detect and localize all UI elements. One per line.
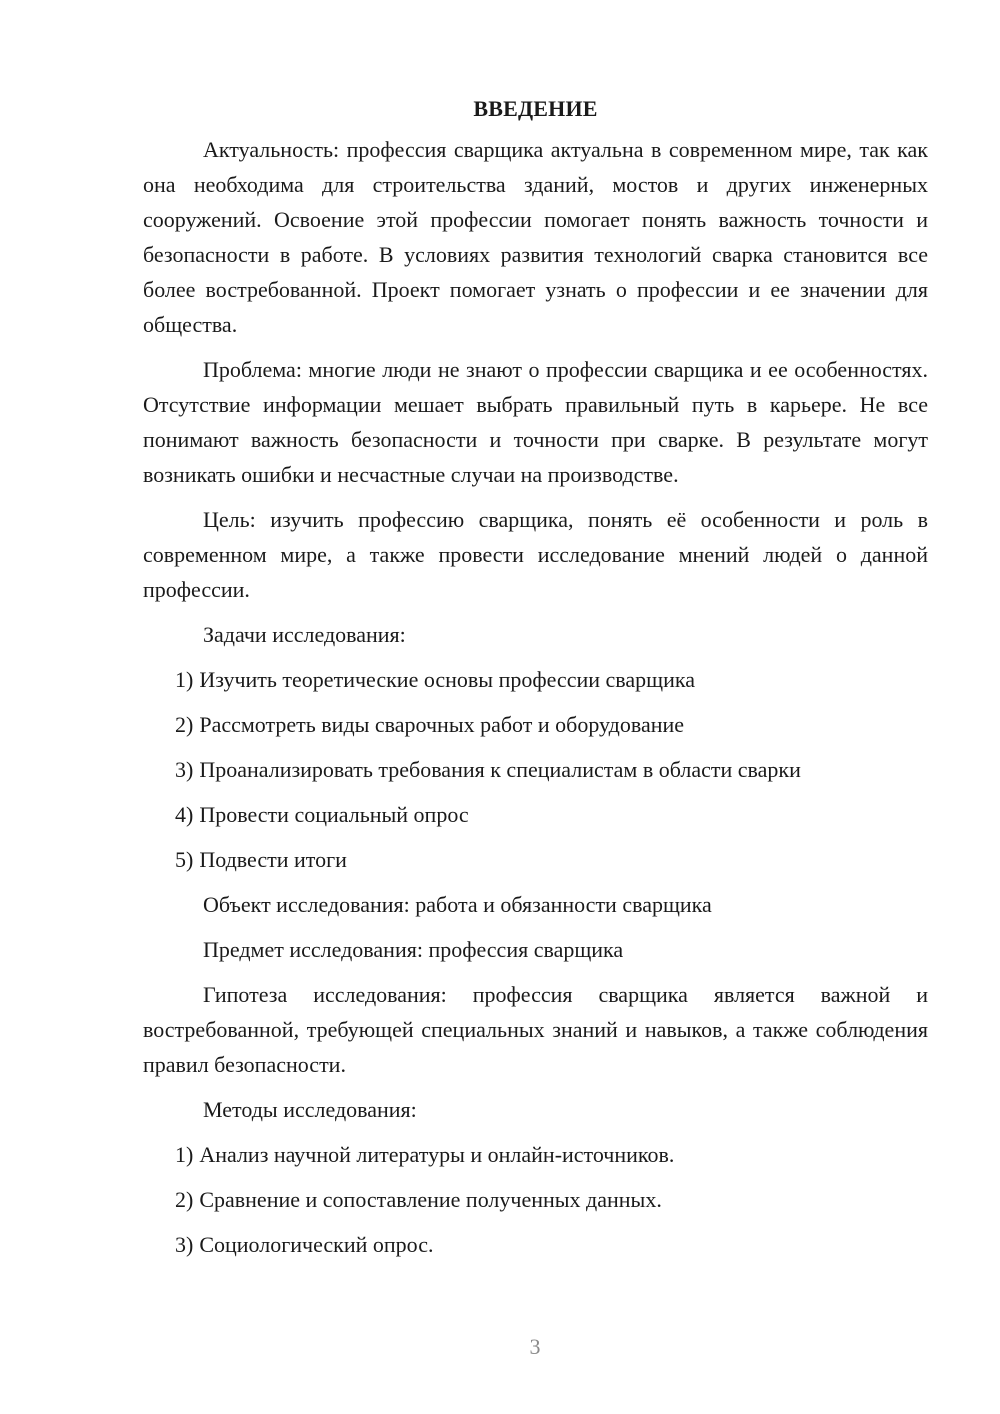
- tasks-list: [143, 662, 928, 877]
- list-item-text: Изучить теоретические основы профессии сварщика: [199, 667, 695, 692]
- list-item-text: Анализ научной литературы и онлайн-источников.: [199, 1142, 675, 1167]
- object-line: Объект исследования: работа и обязанности сварщика: [203, 892, 712, 917]
- document-page: [143, 94, 928, 1272]
- page-number: 3: [529, 1334, 541, 1359]
- list-item-number: 3): [175, 757, 194, 782]
- list-item-number: 1): [175, 667, 194, 692]
- relevance-paragraph: Актуальность: профессия сварщика актуальна в современном мире, так как она необходима для строительства зданий, мостов и других инженерных сооружений. Освоение этой профессии помогает понять важность точности и безопасности в работе. В условиях развития технологий сварка становится все более востребованной. Проект помогает узнать о профессии и ее значении для общества.: [143, 137, 928, 337]
- list-item-number: 4): [175, 802, 194, 827]
- list-item-text: Социологический опрос.: [199, 1232, 434, 1257]
- list-item-number: 3): [175, 1232, 194, 1257]
- list-item-number: 5): [175, 847, 194, 872]
- list-item-text: Проанализировать требования к специалистам в области сварки: [199, 757, 801, 782]
- list-item-number: 2): [175, 1187, 194, 1212]
- list-item: [143, 662, 928, 697]
- document-title: ВВЕДЕНИЕ: [473, 96, 598, 121]
- tasks-heading: Задачи исследования:: [203, 622, 406, 647]
- methods-heading: Методы исследования:: [203, 1097, 417, 1122]
- goal-paragraph: Цель: изучить профессию сварщика, понять её особенности и роль в современном мире, а также провести исследование мнений людей о данной профессии.: [143, 507, 928, 602]
- list-item-text: Провести социальный опрос: [199, 802, 469, 827]
- list-item: [143, 842, 928, 877]
- list-item-number: 2): [175, 712, 194, 737]
- methods-list: [143, 1137, 928, 1262]
- list-item-text: Рассмотреть виды сварочных работ и оборудование: [199, 712, 685, 737]
- list-item: [143, 1182, 928, 1217]
- list-item: [143, 752, 928, 787]
- list-item-text: Подвести итоги: [199, 847, 347, 872]
- list-item-number: 1): [175, 1142, 194, 1167]
- list-item-text: Сравнение и сопоставление полученных данных.: [199, 1187, 662, 1212]
- list-item: [143, 707, 928, 742]
- list-item: [143, 1137, 928, 1172]
- subject-line: Предмет исследования: профессия сварщика: [203, 937, 624, 962]
- problem-paragraph: Проблема: многие люди не знают о профессии сварщика и ее особенностях. Отсутствие информации мешает выбрать правильный путь в карьере. Не все понимают важность безопасности и точности при сварке. В результате могут возникать ошибки и несчастные случаи на производстве.: [143, 357, 928, 487]
- hypothesis-paragraph: Гипотеза исследования: профессия сварщика является важной и востребованной, требующей специальных знаний и навыков, а также соблюдения правил безопасности.: [143, 982, 928, 1077]
- list-item: [143, 1227, 928, 1262]
- list-item: [143, 797, 928, 832]
